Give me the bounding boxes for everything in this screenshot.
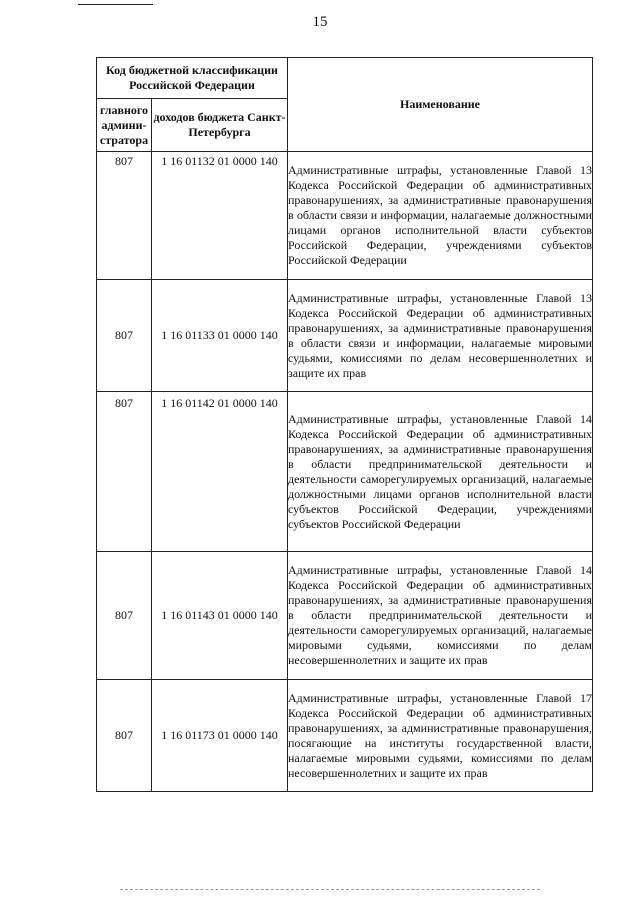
row-budget-code: 1 16 01143 01 0000 140 bbox=[152, 552, 288, 680]
top-rule bbox=[78, 4, 153, 5]
row-admin-code: 807 bbox=[97, 680, 152, 792]
row-budget-code: 1 16 01142 01 0000 140 bbox=[152, 392, 288, 552]
header-name: Наименование bbox=[288, 58, 593, 152]
row-admin-code: 807 bbox=[97, 280, 152, 392]
row-budget-code: 1 16 01132 01 0000 140 bbox=[152, 152, 288, 280]
scan-artifact-line bbox=[120, 889, 540, 893]
row-admin-code: 807 bbox=[97, 552, 152, 680]
header-budget-income: доходов бюджета Санкт-Петербурга bbox=[152, 99, 288, 152]
header-main-administrator: главного админи-стратора bbox=[97, 99, 152, 152]
table-row bbox=[97, 280, 593, 392]
header-budget-classification-code: Код бюджетной классификации Российской Федерации bbox=[97, 58, 288, 99]
row-admin-code: 807 bbox=[97, 392, 152, 552]
page-number: 15 bbox=[312, 14, 328, 30]
table-row bbox=[97, 392, 593, 552]
table-row bbox=[97, 680, 593, 792]
row-admin-code: 807 bbox=[97, 152, 152, 280]
table-row bbox=[97, 152, 593, 280]
table-header-row bbox=[97, 58, 593, 99]
table-row bbox=[97, 552, 593, 680]
row-name: Административные штрафы, установленные Главой 14 Кодекса Российской Федерации об административных правонарушениях, за административные правонарушения в области предпринимательской деятельности и деятельности саморегулируемых организаций, налагаемые мировыми судьями, комиссиями по делам несовершеннолетних и защите их прав bbox=[288, 552, 593, 680]
row-budget-code: 1 16 01173 01 0000 140 bbox=[152, 680, 288, 792]
row-name: Административные штрафы, установленные Главой 13 Кодекса Российской Федерации об административных правонарушениях, за административные правонарушения в области связи и информации, налагаемые мировыми судьями, комиссиями по делам несовершеннолетних и защите их прав bbox=[288, 280, 593, 392]
row-name: Административные штрафы, установленные Главой 13 Кодекса Российской Федерации об административных правонарушениях, за административные правонарушения в области связи и информации, налагаемые должностными лицами органов исполнительной власти субъектов Российской Федерации, учреждениями субъектов Российской Федерации bbox=[288, 152, 593, 280]
row-budget-code: 1 16 01133 01 0000 140 bbox=[152, 280, 288, 392]
row-name: Административные штрафы, установленные Главой 17 Кодекса Российской Федерации об административных правонарушениях, за административные правонарушения, посягающие на институты государственной власти, налагаемые мировыми судьями, комиссиями по делам несовершеннолетних и защите их прав bbox=[288, 680, 593, 792]
row-name: Административные штрафы, установленные Главой 14 Кодекса Российской Федерации об административных правонарушениях, за административные правонарушения в области предпринимательской деятельности и деятельности саморегулируемых организаций, налагаемые должностными лицами органов исполнительной власти субъектов Российской Федерации, учреждениями субъектов Российской Федерации bbox=[288, 392, 593, 552]
budget-classification-table bbox=[96, 57, 593, 792]
